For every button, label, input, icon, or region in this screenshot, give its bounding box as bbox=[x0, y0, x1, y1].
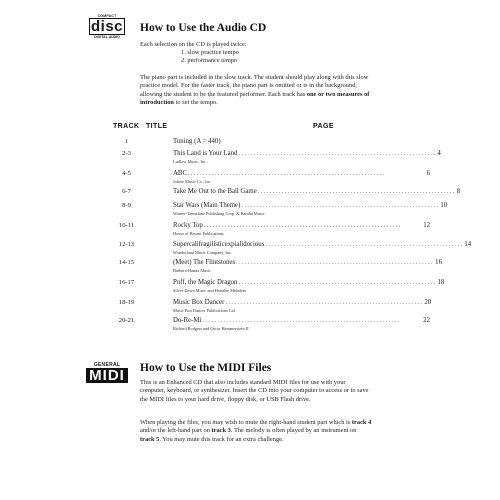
track-row bbox=[100, 279, 445, 301]
track-row bbox=[100, 259, 442, 281]
paragraph-text: The piano part is included in the slow track. The student should play along with this slow practice model. For the faster track, the piano part is omitted or is in the background, allowing the student to be the featured performer. Each track has bbox=[140, 74, 369, 98]
dot-leader: .................................................................. bbox=[236, 260, 435, 266]
track-page-number: 14 bbox=[464, 241, 472, 248]
track-title-line bbox=[173, 299, 430, 306]
track-title: Do-Re-Mi bbox=[173, 317, 202, 324]
track-publisher: House of Bryant Publications bbox=[173, 231, 224, 236]
dot-leader: .................................................................. bbox=[241, 203, 440, 209]
audio-cd-heading: How to Use the Audio CD bbox=[140, 22, 267, 34]
dot-leader: .................................................................. bbox=[203, 223, 402, 229]
track-publisher: Richard Rodgers and Oscar Hammerstein II bbox=[173, 326, 249, 331]
dot-leader: .................................................................. bbox=[187, 171, 386, 177]
track-title-line bbox=[173, 170, 430, 177]
track-title-line bbox=[173, 279, 445, 286]
track-page-number: 8 bbox=[456, 188, 461, 195]
dot-leader: .................................................................. bbox=[225, 300, 424, 306]
tempo-list-item: 2. performance tempo bbox=[181, 57, 238, 65]
general-midi-logo bbox=[89, 362, 125, 386]
track-number: 8-9 bbox=[122, 202, 131, 209]
paragraph-bold-text: track 5 bbox=[140, 435, 160, 443]
track-number: 18-19 bbox=[118, 299, 135, 306]
page-column-header: PAGE bbox=[313, 123, 334, 130]
track-title: (Meet) The Flintstones bbox=[173, 259, 236, 266]
track-title: Supercalifragilisticexpialidocious bbox=[173, 241, 265, 248]
logo-general-text: GENERAL bbox=[93, 362, 121, 368]
track-page-number: 20 bbox=[424, 299, 432, 306]
track-title-line bbox=[173, 259, 442, 266]
track-page-number: 18 bbox=[437, 279, 445, 286]
paragraph-bold-text: one or two measures of introduction bbox=[140, 90, 370, 107]
track-number: 2-3 bbox=[122, 150, 131, 157]
paragraph-text: and/or the left-hand part on bbox=[140, 427, 212, 435]
tempo-list-item: 1. slow practice tempo bbox=[181, 49, 239, 56]
track-page-number: 6 bbox=[426, 170, 430, 177]
track-title: ABC bbox=[173, 170, 187, 177]
paragraph-bold-text: track 3 bbox=[211, 427, 231, 435]
track-row bbox=[100, 317, 430, 339]
audio-cd-intro: Each selection on the CD is played twice: bbox=[140, 41, 247, 48]
track-page-number: 16 bbox=[435, 259, 442, 266]
track-title: Take Me Out to the Ball Game bbox=[173, 188, 257, 195]
track-number: 6-7 bbox=[122, 188, 131, 195]
track-title: This Land is Your Land bbox=[173, 150, 238, 157]
midi-heading: How to Use the MIDI Files bbox=[140, 362, 272, 374]
track-title: Puff, the Magic Dragon bbox=[173, 279, 238, 286]
paragraph-bold-text: track 4 bbox=[351, 419, 372, 426]
track-number: 20-21 bbox=[118, 317, 135, 324]
dot-leader: .................................................................. bbox=[238, 151, 437, 157]
track-title: Tuning (A = 440) bbox=[173, 138, 221, 145]
track-column-header: TRACK bbox=[113, 123, 140, 130]
logo-digital-audio-text: DIGITAL AUDIO bbox=[94, 35, 120, 39]
track-publisher: Jobete Music Co., Inc. bbox=[173, 179, 212, 184]
paragraph-text: . The melody is often played by an instrument on bbox=[230, 427, 357, 435]
midi-paragraph-2 bbox=[140, 419, 372, 444]
track-publisher: Ludlow Music, Inc. bbox=[173, 159, 207, 164]
track-number: 4-5 bbox=[122, 170, 131, 177]
track-number: 1 bbox=[124, 138, 129, 145]
dot-leader: .................................................................. bbox=[265, 242, 464, 248]
track-title-line bbox=[173, 317, 430, 324]
paragraph-text: When playing the files, you may wish to mute the right-hand student part which is bbox=[140, 419, 352, 426]
track-page-number: 22 bbox=[423, 317, 430, 324]
track-title-line bbox=[173, 138, 430, 145]
title-column-header: TITLE bbox=[146, 123, 168, 130]
logo-disc-text: disc bbox=[91, 18, 124, 35]
track-title: Star Wars (Main Theme) bbox=[173, 202, 241, 209]
logo-compact-text: COMPACT bbox=[97, 14, 117, 18]
track-page-number: 4 bbox=[437, 150, 441, 157]
paragraph-text: . You may mute this track for an extra challenge. bbox=[159, 435, 284, 443]
track-number: 10-11 bbox=[118, 222, 135, 229]
track-row bbox=[100, 202, 448, 224]
track-number: 12-13 bbox=[118, 241, 135, 248]
logo-midi-text: MIDI bbox=[86, 368, 128, 383]
track-title-line bbox=[173, 222, 430, 229]
track-number: 16-17 bbox=[118, 279, 135, 286]
track-publisher: Barbera-Hanna Music bbox=[173, 268, 212, 273]
dot-leader: .................................................................. bbox=[257, 189, 456, 195]
track-title: Music Box Dancer bbox=[173, 299, 225, 306]
track-title: Rocky Top bbox=[173, 222, 203, 229]
track-publisher: Wonderland Music Company, Inc. bbox=[173, 250, 232, 255]
track-title-line bbox=[173, 188, 461, 195]
track-page-number: 10 bbox=[440, 202, 448, 209]
track-title-line bbox=[173, 202, 448, 209]
midi-paragraph-1: This is an Enhanced CD that also includes standard MIDI files for use with your computer, keyboard, or synthesizer. Insert the CD into your computer to access or to save the MIDI files to your hard drive, floppy disk, or USB Flash drive. bbox=[140, 379, 369, 403]
track-publisher: Silver Dawn Music and Honalee Melodies bbox=[173, 288, 247, 293]
dot-leader: .................................................................. bbox=[238, 280, 437, 286]
paragraph-text: to set the tempo. bbox=[173, 99, 218, 107]
dot-leader: .................................................................. bbox=[202, 318, 401, 324]
audio-cd-paragraph bbox=[140, 74, 372, 108]
track-page-number: 12 bbox=[423, 222, 430, 229]
track-number: 14-15 bbox=[118, 259, 135, 266]
track-title-line bbox=[173, 150, 441, 157]
track-publisher: Warner-Tamerlane Publishing Corp. & Bantha Music bbox=[173, 211, 265, 216]
track-title-line bbox=[173, 241, 472, 248]
track-row bbox=[100, 150, 441, 172]
track-publisher: Music Box Dancer Publications Ltd. bbox=[173, 308, 236, 313]
compact-disc-logo bbox=[89, 14, 125, 41]
tempo-list bbox=[181, 49, 239, 66]
